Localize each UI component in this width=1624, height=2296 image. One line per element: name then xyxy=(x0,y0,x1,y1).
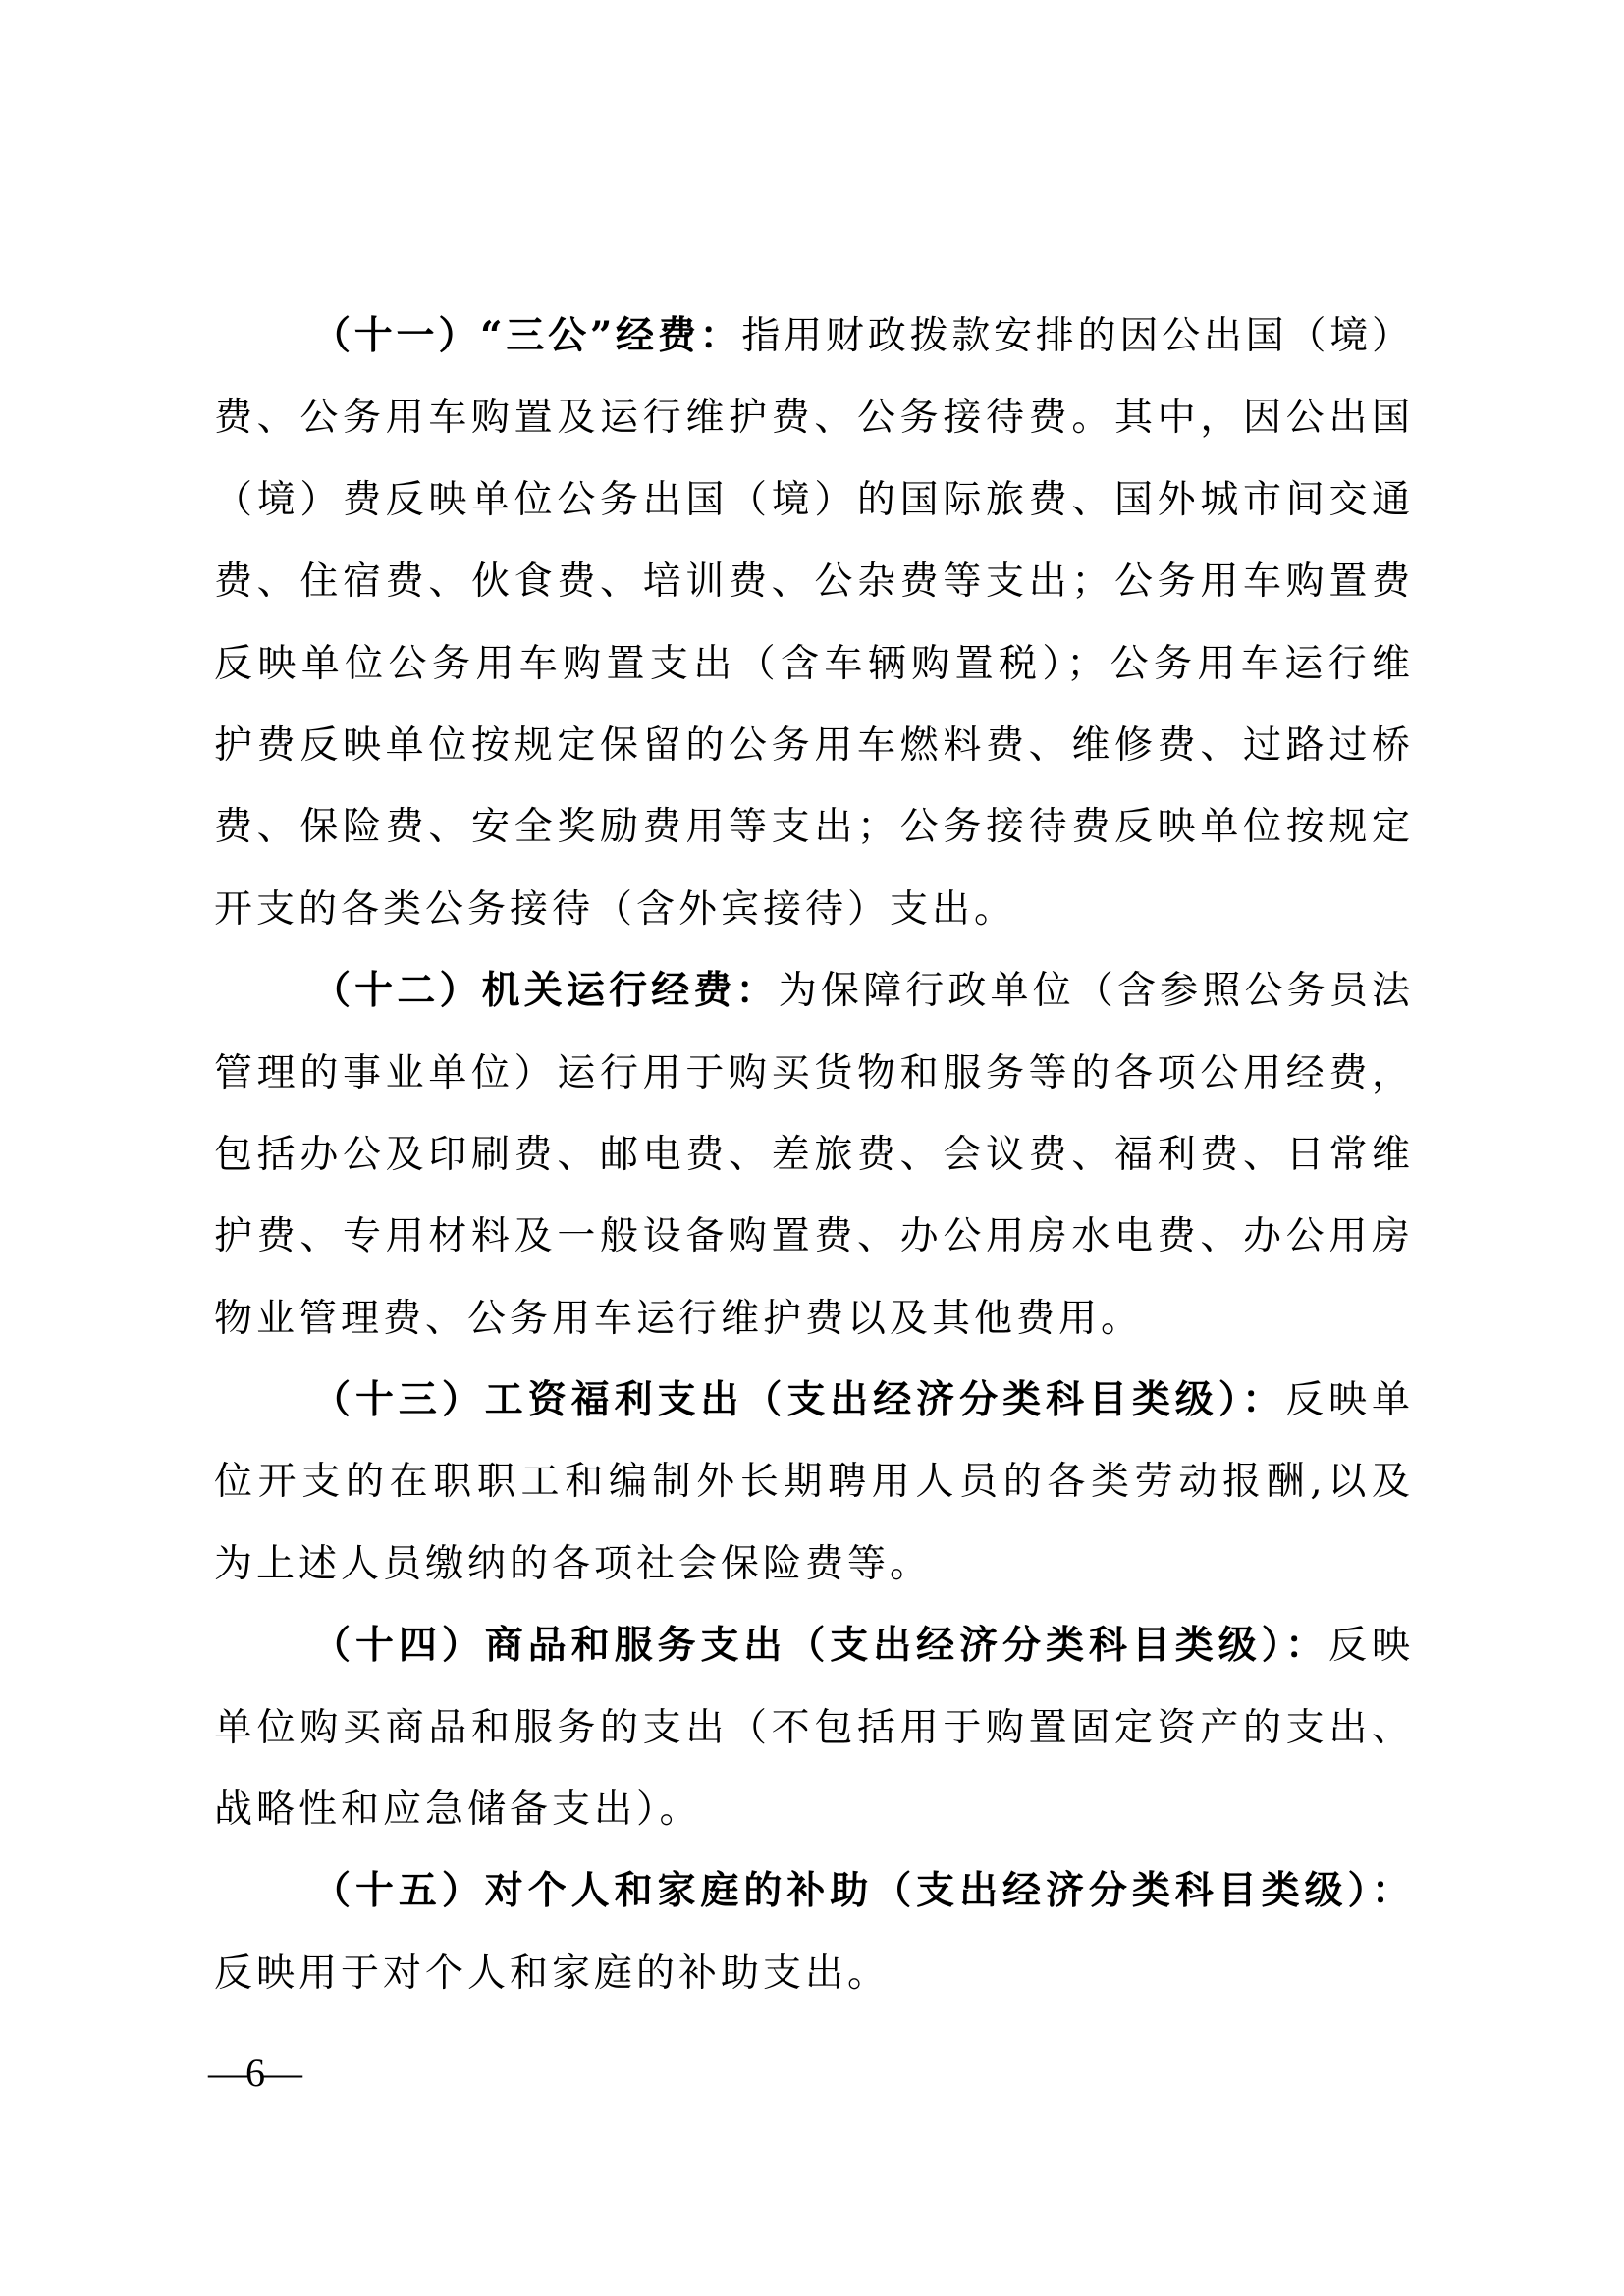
section-heading: （十三）工资福利支出（支出经济分类科目类级）： xyxy=(312,1377,1286,1423)
paragraph-line: 战略性和应急储备支出）。 xyxy=(214,1788,702,1833)
section-11 xyxy=(214,295,1410,950)
section-12 xyxy=(214,950,1410,1360)
line-text: 为保障行政单位（含参照公务员法 xyxy=(778,969,1410,1014)
section-heading: （十一）“三公”经费： xyxy=(312,313,742,358)
page-number: —6— xyxy=(208,2051,300,2095)
paragraph-line: 单位购买商品和服务的支出（不包括用于购置固定资产的支出、 xyxy=(214,1705,1410,1750)
line-text: 指用财政拨款安排的因公出国（境） xyxy=(741,314,1410,358)
paragraph-line: 反映单位公务用车购置支出（含车辆购置税）；公务用车运行维 xyxy=(214,641,1410,686)
paragraph-line: 物业管理费、公务用车运行维护费以及其他费用。 xyxy=(214,1296,1144,1341)
paragraph-line: （境）费反映单位公务出国（境）的国际旅费、国外城市间交通 xyxy=(214,477,1410,522)
section-13 xyxy=(214,1360,1410,1605)
section-15 xyxy=(214,1850,1410,2014)
paragraph-line: 管理的事业单位）运行用于购买货物和服务等的各项公用经费， xyxy=(214,1050,1410,1095)
paragraph-line: 开支的各类公务接待（含外宾接待）支出。 xyxy=(214,886,1017,932)
paragraph-line: 费、保险费、安全奖励费用等支出；公务接待费反映单位按规定 xyxy=(214,805,1410,850)
paragraph-line xyxy=(214,950,1410,1032)
body-text xyxy=(214,295,1410,2014)
paragraph-line: 护费、专用材料及一般设备购置费、办公用房水电费、办公用房 xyxy=(214,1214,1410,1259)
paragraph-line: 反映用于对个人和家庭的补助支出。 xyxy=(214,1950,891,1996)
section-heading: （十五）对个人和家庭的补助（支出经济分类科目类级）： xyxy=(312,1868,1410,1914)
section-heading: （十二）机关运行经费： xyxy=(312,968,779,1014)
section-heading: （十四）商品和服务支出（支出经济分类科目类级）： xyxy=(312,1623,1329,1669)
paragraph-line xyxy=(214,295,1410,377)
line-text: 反映 xyxy=(1328,1624,1410,1669)
paragraph-line: 位开支的在职职工和编制外长期聘用人员的各类劳动报酬,以及 xyxy=(214,1460,1410,1505)
paragraph-line xyxy=(214,1850,1410,1932)
section-14 xyxy=(214,1605,1410,1850)
paragraph-line: 为上述人员缴纳的各项社会保险费等。 xyxy=(214,1541,933,1586)
paragraph-line: 护费反映单位按规定保留的公务用车燃料费、维修费、过路过桥 xyxy=(214,722,1410,768)
paragraph-line xyxy=(214,1605,1410,1686)
paragraph-line: 费、住宿费、伙食费、培训费、公杂费等支出；公务用车购置费 xyxy=(214,560,1410,605)
paragraph-line: 费、公务用车购置及运行维护费、公务接待费。其中，因公出国 xyxy=(214,396,1410,441)
paragraph-line xyxy=(214,1360,1410,1441)
line-text: 反映单 xyxy=(1285,1378,1410,1423)
paragraph-line: 包括办公及印刷费、邮电费、差旅费、会议费、福利费、日常维 xyxy=(214,1132,1410,1177)
